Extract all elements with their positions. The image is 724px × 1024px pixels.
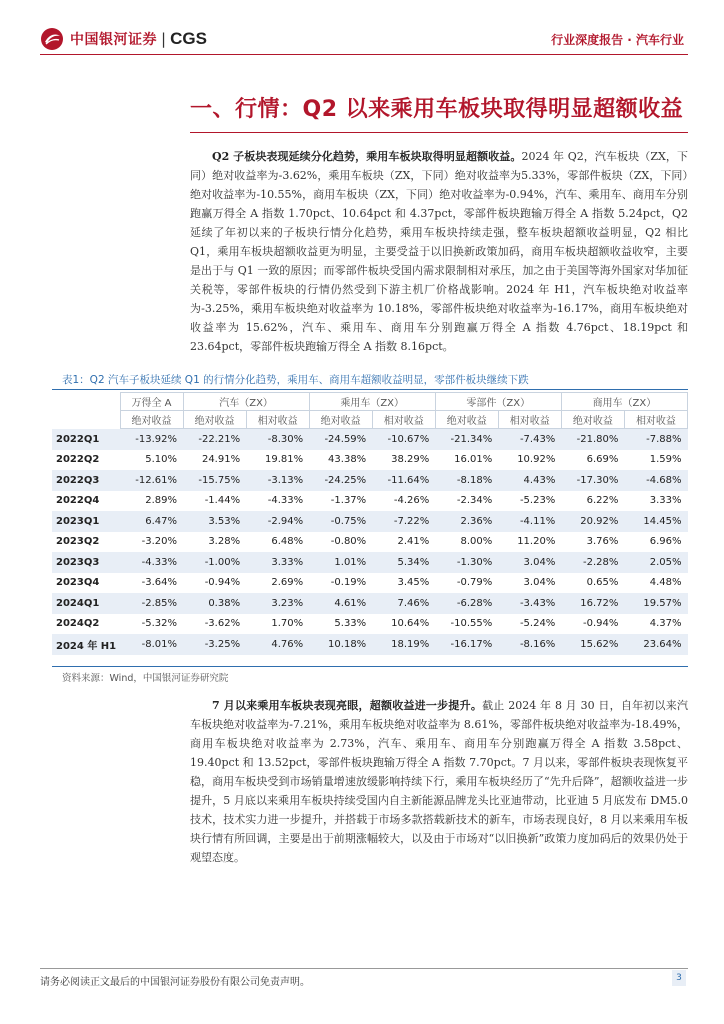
paragraph-lead: 7 月以来乘用车板块表现亮眼，超额收益进一步提升。 — [212, 699, 483, 712]
table-cell: -0.79% — [456, 577, 493, 589]
table-cell: 19.57% — [643, 597, 682, 609]
table-cell: 3.53% — [208, 515, 241, 527]
group-header-auto: 汽车（ZX） — [183, 393, 309, 411]
table-row — [52, 429, 688, 450]
table-cell: 20.92% — [580, 515, 619, 527]
section-title: 一、行情：Q2 以来乘用车板块取得明显超额收益 — [190, 97, 684, 122]
table-cell: 1.59% — [649, 454, 682, 466]
table-subheader-row — [52, 411, 688, 429]
subheader-cell: 绝对收益 — [120, 411, 183, 429]
table-cell: 1.01% — [334, 556, 367, 568]
table-cell: 3.23% — [271, 597, 304, 609]
group-header-parts: 零部件（ZX） — [435, 393, 561, 411]
row-label: 2024Q2 — [56, 618, 100, 630]
table-cell: 15.62% — [580, 638, 619, 650]
table-cell: -7.22% — [393, 515, 430, 527]
table-cell: 2.89% — [145, 495, 178, 507]
table-cell: -8.01% — [141, 638, 178, 650]
subheader-cell: 绝对收益 — [183, 411, 246, 429]
table-cell: -8.18% — [456, 474, 493, 486]
table-cell: -3.64% — [141, 577, 178, 589]
table-cell: 3.33% — [271, 556, 304, 568]
table-top-rule — [52, 389, 688, 390]
table-cell: 0.65% — [586, 577, 619, 589]
table-cell: -4.26% — [393, 495, 430, 507]
report-type: 行业深度报告 · 汽车行业 — [551, 33, 684, 47]
table-cell: -1.44% — [204, 495, 241, 507]
table-cell: 4.61% — [334, 597, 367, 609]
table-cell: 8.00% — [460, 536, 493, 548]
header-divider — [40, 54, 688, 55]
table-cell: -3.62% — [204, 618, 241, 630]
table-row — [52, 532, 688, 553]
table-bottom-rule — [52, 666, 688, 667]
table-cell: 3.04% — [523, 556, 556, 568]
table-cell: -24.25% — [324, 474, 367, 486]
table-cell: 3.04% — [523, 577, 556, 589]
table-cell: -10.67% — [387, 433, 430, 445]
footer-disclaimer[interactable]: 请务必阅读正文最后的中国银河证券股份有限公司免责声明。 — [40, 977, 310, 988]
table-row — [52, 593, 688, 614]
page-number: 3 — [672, 970, 686, 986]
table-body — [52, 429, 688, 655]
table-cell: -3.13% — [267, 474, 304, 486]
brand-name-en: CGS — [170, 29, 207, 48]
galaxy-logo-icon — [40, 27, 64, 51]
footer-divider — [40, 968, 688, 969]
table-cell: 2.36% — [460, 515, 493, 527]
group-header-wind-a: 万得全 A — [120, 393, 183, 411]
brand-name-cn: 中国银河证券 — [70, 32, 157, 48]
table-cell: -21.34% — [450, 433, 493, 445]
table-source: 资料来源：Wind，中国银河证券研究院 — [62, 673, 229, 684]
table-cell: 6.69% — [586, 454, 619, 466]
table-cell: -0.19% — [330, 577, 367, 589]
table-cell: 7.46% — [397, 597, 430, 609]
table-cell: 4.48% — [649, 577, 682, 589]
paragraph-body: 截止 2024 年 8 月 30 日，自年初以来汽车板块绝对收益率为-7.21%，乘用车板块绝对收益率为 8.61%，零部件板块绝对收益率为-18.49%，商用车板块绝对收益率为 2.73%，汽车、乘用车、商用车分别跑赢万得全 A 指数 3.58pct、19.40pct 和 13.52pct，零部件板块跑输万得全 A 指数 7.70pct。7 月以来，零部件板块表现恢复平稳，商用车板块受到市场销量增速放缓影响持续下行，乘用车板块经历了“先升后降”，超额收益进一步提升，5 月底以来乘用车板块持续受国内自主新能源品牌龙头比亚迪带动，比亚迪 5 月底发布 DM5.0 技术，技术实力进一步提升，并搭载于市场多款搭载新技术的新车，市场表现良好，8 月以来乘用车板块行情有所回调，主要是出于前期涨幅较大，以及由于市场对“以旧换新”政策力度加码后的效果仍处于观望态度。 — [190, 699, 689, 864]
table-group-header-row — [52, 393, 688, 411]
table-cell: -2.34% — [456, 495, 493, 507]
subheader-cell: 相对收益 — [624, 411, 687, 429]
table-cell: -8.16% — [519, 638, 556, 650]
table-cell: 24.91% — [201, 454, 241, 466]
table-cell: 16.01% — [454, 454, 493, 466]
row-label: 2023Q4 — [56, 577, 100, 589]
table-cell: 4.37% — [649, 618, 682, 630]
table-cell: -6.28% — [456, 597, 493, 609]
table-cell: 10.92% — [517, 454, 556, 466]
table-cell: 11.20% — [517, 536, 556, 548]
table-cell: -16.17% — [450, 638, 493, 650]
group-header-commercial: 商用车（ZX） — [561, 393, 687, 411]
table-cell: -15.75% — [198, 474, 241, 486]
table-cell: -24.59% — [324, 433, 367, 445]
table-cell: -1.37% — [330, 495, 367, 507]
table-cell: -3.43% — [519, 597, 556, 609]
subheader-cell: 相对收益 — [498, 411, 561, 429]
table-cell: -4.68% — [646, 474, 682, 486]
table-cell: -5.32% — [141, 618, 178, 630]
table-cell: 3.33% — [649, 495, 682, 507]
table-cell: -11.64% — [387, 474, 430, 486]
brand-logo[interactable] — [40, 27, 207, 51]
table-cell: 0.38% — [208, 597, 241, 609]
paragraph-lead: Q2 子板块表现延续分化趋势，乘用车板块取得明显超额收益。 — [212, 150, 522, 163]
table-corner — [52, 393, 120, 411]
table-row — [52, 450, 688, 471]
row-label: 2022Q1 — [56, 433, 100, 445]
table-row — [52, 511, 688, 532]
row-label: 2022Q2 — [56, 454, 100, 466]
table-cell: 1.70% — [271, 618, 304, 630]
row-label: 2022Q4 — [56, 495, 100, 507]
table-cell: 43.38% — [328, 454, 367, 466]
table-cell: 38.29% — [391, 454, 430, 466]
page-header — [0, 0, 724, 60]
table-cell: -17.30% — [576, 474, 619, 486]
table-corner — [52, 411, 120, 429]
table-cell: 2.41% — [397, 536, 430, 548]
sector-returns-table — [52, 392, 688, 655]
table-cell: 16.72% — [580, 597, 619, 609]
table-cell: -5.23% — [519, 495, 556, 507]
subheader-cell: 相对收益 — [372, 411, 435, 429]
table-cell: -13.92% — [135, 433, 178, 445]
paragraph-july-performance — [190, 696, 688, 867]
table-cell: 2.69% — [271, 577, 304, 589]
table-cell: -5.24% — [519, 618, 556, 630]
table-cell: -22.21% — [198, 433, 241, 445]
table-cell: 5.10% — [145, 454, 178, 466]
table-row — [52, 552, 688, 573]
table-cell: 23.64% — [643, 638, 682, 650]
table-cell: 5.33% — [334, 618, 367, 630]
table-caption: 表1：Q2 汽车子板块延续 Q1 的行情分化趋势，乘用车、商用车超额收益明显，零部件板块继续下跌 — [62, 374, 529, 386]
table-cell: 3.76% — [586, 536, 619, 548]
row-label: 2023Q1 — [56, 515, 100, 527]
table-cell: -10.55% — [450, 618, 493, 630]
paragraph-body: 2024 年 Q2，汽车板块（ZX，下同）绝对收益率为-3.62%，乘用车板块（ZX，下同）绝对收益率为5.33%，零部件板块（ZX，下同）绝对收益率为-10.55%，商用车板块（ZX，下同）绝对收益率为-0.94%，汽车、乘用车、商用车分别跑赢万得全 A 指数 1.70pct、10.64pct 和 4.37pct，零部件板块跑输万得全 A 指数 5.24pct，Q2 延续了年初以来的子板块行情分化趋势，乘用车板块持续走强，整车板块超额收益明显，Q2 相比 Q1，乘用车板块超额收益更为明显，主要受益于以旧换新政策加码，商用车板块超额收益收窄，主要是出于与 Q1 一致的原因；而零部件板块受国内需求限制相对承压，加之由于美国等海外国家对华加征关税等，零部件板块的行情仍然受到下游主机厂价格战影响。2024 年 H1，汽车板块绝对收益率为-3.25%，乘用车板块绝对收益率为 10.18%，零部件板块绝对收益率为-16.17%，商用车板块绝对收益率为 15.62%，汽车、乘用车、商用车分别跑赢万得全 A 指数 4.76pct、18.19pct 和 23.64pct，零部件板块跑输万得全 A 指数 8.16pct。 — [190, 150, 688, 353]
table-cell: -7.43% — [519, 433, 556, 445]
table-cell: -7.88% — [646, 433, 682, 445]
group-header-passenger: 乘用车（ZX） — [309, 393, 435, 411]
table-cell: -21.80% — [576, 433, 619, 445]
table-row — [52, 470, 688, 491]
row-label: 2023Q3 — [56, 556, 100, 568]
table-row — [52, 614, 688, 635]
table-row — [52, 491, 688, 512]
table-cell: 6.48% — [271, 536, 304, 548]
row-label: 2024Q1 — [56, 597, 100, 609]
table-cell: 2.05% — [649, 556, 682, 568]
table-cell: -1.30% — [456, 556, 493, 568]
table-cell: 10.64% — [391, 618, 430, 630]
row-label: 2024 年 H1 — [56, 640, 117, 652]
table-cell: -2.28% — [582, 556, 619, 568]
paragraph-q2-performance — [190, 147, 688, 356]
brand-separator: | — [161, 30, 167, 48]
row-label: 2022Q3 — [56, 474, 100, 486]
table-row — [52, 573, 688, 594]
subheader-cell: 相对收益 — [246, 411, 309, 429]
table-cell: 6.47% — [145, 515, 178, 527]
table-cell: -4.33% — [267, 495, 304, 507]
table-cell: 18.19% — [391, 638, 430, 650]
table-cell: -1.00% — [204, 556, 241, 568]
table-cell: -0.94% — [582, 618, 619, 630]
table-cell: 4.43% — [523, 474, 556, 486]
table-cell: -2.85% — [141, 597, 178, 609]
section-title-underline — [190, 132, 688, 133]
table-cell: -3.20% — [141, 536, 178, 548]
table-cell: 3.28% — [208, 536, 241, 548]
subheader-cell: 绝对收益 — [309, 411, 372, 429]
subheader-cell: 绝对收益 — [435, 411, 498, 429]
table-cell: 10.18% — [328, 638, 367, 650]
table-cell: -4.33% — [141, 556, 178, 568]
subheader-cell: 绝对收益 — [561, 411, 624, 429]
table-cell: 14.45% — [643, 515, 682, 527]
table-cell: 5.34% — [397, 556, 430, 568]
table-cell: -3.25% — [204, 638, 241, 650]
table-cell: -0.75% — [330, 515, 367, 527]
table-cell: 4.76% — [271, 638, 304, 650]
table-cell: 19.81% — [265, 454, 304, 466]
table-cell: -2.94% — [267, 515, 304, 527]
table-cell: 6.96% — [649, 536, 682, 548]
row-label: 2023Q2 — [56, 536, 100, 548]
table-cell: -12.61% — [135, 474, 178, 486]
table-cell: -0.80% — [330, 536, 367, 548]
table-cell: -8.30% — [267, 433, 304, 445]
table-cell: -4.11% — [519, 515, 556, 527]
table-cell: -0.94% — [204, 577, 241, 589]
table-cell: 6.22% — [586, 495, 619, 507]
table-row — [52, 634, 688, 655]
table-cell: 3.45% — [397, 577, 430, 589]
